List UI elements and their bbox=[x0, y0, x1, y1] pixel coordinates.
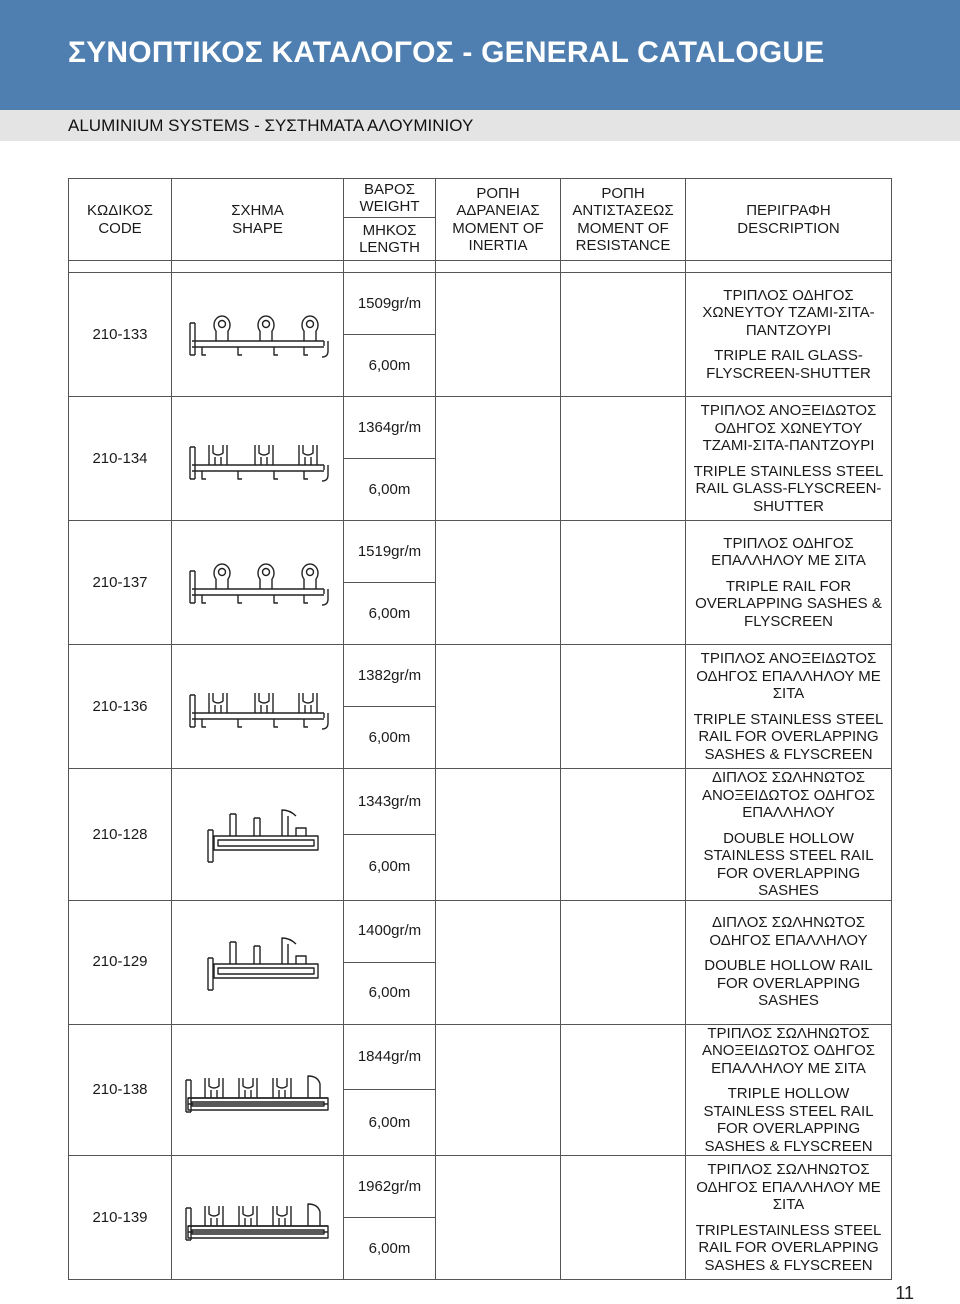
header-code: ΚΩΔΙΚΟΣ CODE bbox=[69, 179, 172, 261]
cell-code: 210-134 bbox=[69, 397, 172, 521]
cell-inertia bbox=[436, 769, 561, 901]
cell-resistance bbox=[561, 1156, 686, 1280]
header-description: ΠΕΡΙΓΡΑΦΗ DESCRIPTION bbox=[686, 179, 892, 261]
description-greek: ΤΡΙΠΛΟΣ ΟΔΗΓΟΣ ΧΩΝΕΥΤΟΥ ΤΖΑΜΙ-ΣΙΤΑ-ΠΑΝΤΖΟΥΡΙ bbox=[702, 286, 875, 339]
cell-code: 210-136 bbox=[69, 645, 172, 769]
description-english: DOUBLE HOLLOW RAIL FOR OVERLAPPING SASHES bbox=[704, 957, 873, 1010]
triple-stainless-overlap-rail-profile-icon bbox=[172, 645, 344, 769]
header-resistance: ΡΟΠΗ ΑΝΤΙΣΤΑΣΕΩΣ MOMENT OF RESISTANCE bbox=[561, 179, 686, 261]
page-title: ΣΥΝΟΠΤΙΚΟΣ ΚΑΤΑΛΟΓΟΣ - GENERAL CATALOGUE bbox=[68, 36, 825, 69]
header-length: ΜΗΚΟΣ LENGTH bbox=[344, 218, 436, 261]
header-spacer bbox=[69, 261, 892, 273]
cell-code: 210-138 bbox=[69, 1024, 172, 1156]
cell-resistance bbox=[561, 900, 686, 1024]
cell-length: 6,00m bbox=[344, 834, 436, 900]
triple-rail-profile-icon bbox=[172, 273, 344, 397]
cell-length: 6,00m bbox=[344, 335, 436, 397]
description-greek: ΤΡΙΠΛΟΣ ΑΝΟΞΕΙΔΩΤΟΣ ΟΔΗΓΟΣ ΕΠΑΛΛΗΛΟΥ ΜΕ ΣΙΤΑ bbox=[696, 650, 881, 702]
cell-weight: 1400gr/m bbox=[344, 900, 436, 962]
cell-description bbox=[686, 645, 892, 769]
cell-description bbox=[686, 769, 892, 901]
table-header-row bbox=[69, 179, 892, 218]
cell-description bbox=[686, 521, 892, 645]
table-row bbox=[69, 900, 892, 962]
triple-overlap-rail-profile-icon bbox=[172, 521, 344, 645]
description-english: TRIPLE STAINLESS STEEL RAIL FOR OVERLAPPING SASHES & FLYSCREEN bbox=[693, 710, 884, 763]
table-row bbox=[69, 521, 892, 583]
cell-description bbox=[686, 1156, 892, 1280]
description-greek: ΤΡΙΠΛΟΣ ΟΔΗΓΟΣ ΕΠΑΛΛΗΛΟΥ ΜΕ ΣΙΤΑ bbox=[711, 534, 866, 570]
cell-code: 210-137 bbox=[69, 521, 172, 645]
cell-inertia bbox=[436, 521, 561, 645]
table-row bbox=[69, 769, 892, 835]
description-english: TRIPLE HOLLOW STAINLESS STEEL RAIL FOR OVERLAPPING SASHES & FLYSCREEN bbox=[703, 1085, 874, 1155]
description-english: DOUBLE HOLLOW STAINLESS STEEL RAIL FOR OVERLAPPING SASHES bbox=[703, 829, 874, 899]
cell-length: 6,00m bbox=[344, 1090, 436, 1156]
page-number: 11 bbox=[895, 1283, 914, 1303]
cell-code: 210-128 bbox=[69, 769, 172, 901]
table-row bbox=[69, 645, 892, 707]
description-english: TRIPLE RAIL FOR OVERLAPPING SASHES & FLYSCREEN bbox=[695, 577, 882, 630]
header-inertia: ΡΟΠΗ ΑΔΡΑΝΕΙΑΣ MOMENT OF INERTIA bbox=[436, 179, 561, 261]
cell-length: 6,00m bbox=[344, 583, 436, 645]
double-hollow-stainless-rail-profile-icon bbox=[172, 769, 344, 901]
cell-length: 6,00m bbox=[344, 707, 436, 769]
cell-description bbox=[686, 1024, 892, 1156]
double-hollow-rail-profile-icon bbox=[172, 900, 344, 1024]
description-english: TRIPLE RAIL GLASS-FLYSCREEN-SHUTTER bbox=[706, 347, 871, 382]
cell-inertia bbox=[436, 900, 561, 1024]
cell-resistance bbox=[561, 645, 686, 769]
cell-description bbox=[686, 273, 892, 397]
table-row bbox=[69, 397, 892, 459]
table-row bbox=[69, 1156, 892, 1218]
cell-weight: 1509gr/m bbox=[344, 273, 436, 335]
description-english: TRIPLESTAINLESS STEEL RAIL FOR OVERLAPPING SASHES & FLYSCREEN bbox=[695, 1221, 882, 1274]
cell-inertia bbox=[436, 273, 561, 397]
cell-weight: 1364gr/m bbox=[344, 397, 436, 459]
catalogue-table bbox=[68, 178, 892, 1280]
header-shape: ΣΧΗΜΑ SHAPE bbox=[172, 179, 344, 261]
description-greek: ΤΡΙΠΛΟΣ ΣΩΛΗΝΩΤΟΣ ΟΔΗΓΟΣ ΕΠΑΛΛΗΛΟΥ ΜΕ ΣΙΤΑ bbox=[696, 1161, 881, 1213]
cell-weight: 1962gr/m bbox=[344, 1156, 436, 1218]
cell-weight: 1519gr/m bbox=[344, 521, 436, 583]
page-subtitle: ALUMINIUM SYSTEMS - ΣΥΣΤΗΜΑΤΑ ΑΛΟΥΜΙΝΙΟΥ bbox=[68, 116, 474, 135]
triple-stainless-rail-profile-icon bbox=[172, 397, 344, 521]
cell-description bbox=[686, 397, 892, 521]
triple-hollow-rail-profile-icon bbox=[172, 1156, 344, 1280]
cell-length: 6,00m bbox=[344, 1218, 436, 1280]
cell-resistance bbox=[561, 273, 686, 397]
cell-length: 6,00m bbox=[344, 459, 436, 521]
description-greek: ΔΙΠΛΟΣ ΣΩΛΗΝΩΤΟΣ ΟΔΗΓΟΣ ΕΠΑΛΛΗΛΟΥ bbox=[709, 914, 868, 949]
cell-resistance bbox=[561, 769, 686, 901]
cell-description bbox=[686, 900, 892, 1024]
cell-resistance bbox=[561, 521, 686, 645]
cell-code: 210-139 bbox=[69, 1156, 172, 1280]
cell-weight: 1844gr/m bbox=[344, 1024, 436, 1090]
description-greek: ΤΡΙΠΛΟΣ ΣΩΛΗΝΩΤΟΣ ΑΝΟΞΕΙΔΩΤΟΣ ΟΔΗΓΟΣ ΕΠΑΛΛΗΛΟΥ ΜΕ ΣΙΤΑ bbox=[701, 1024, 876, 1077]
cell-weight: 1382gr/m bbox=[344, 645, 436, 707]
cell-code: 210-133 bbox=[69, 273, 172, 397]
table-row bbox=[69, 273, 892, 335]
header-weight: ΒΑΡΟΣ WEIGHT bbox=[344, 179, 436, 218]
cell-inertia bbox=[436, 397, 561, 521]
cell-code: 210-129 bbox=[69, 900, 172, 1024]
triple-hollow-stainless-rail-profile-icon bbox=[172, 1024, 344, 1156]
cell-inertia bbox=[436, 645, 561, 769]
table-body bbox=[69, 273, 892, 1280]
cell-inertia bbox=[436, 1024, 561, 1156]
description-english: TRIPLE STAINLESS STEEL RAIL GLASS-FLYSCREEN-SHUTTER bbox=[693, 462, 884, 515]
cell-length: 6,00m bbox=[344, 962, 436, 1024]
cell-weight: 1343gr/m bbox=[344, 769, 436, 835]
table-row bbox=[69, 1024, 892, 1090]
description-greek: ΤΡΙΠΛΟΣ ΑΝΟΞΕΙΔΩΤΟΣ ΟΔΗΓΟΣ ΧΩΝΕΥΤΟΥ ΤΖΑΜΙ-ΣΙΤΑ-ΠΑΝΤΖΟΥΡΙ bbox=[700, 402, 877, 454]
cell-inertia bbox=[436, 1156, 561, 1280]
cell-resistance bbox=[561, 397, 686, 521]
description-greek: ΔΙΠΛΟΣ ΣΩΛΗΝΩΤΟΣ ΑΝΟΞΕΙΔΩΤΟΣ ΟΔΗΓΟΣ ΕΠΑΛΛΗΛΟΥ bbox=[701, 769, 876, 821]
cell-resistance bbox=[561, 1024, 686, 1156]
